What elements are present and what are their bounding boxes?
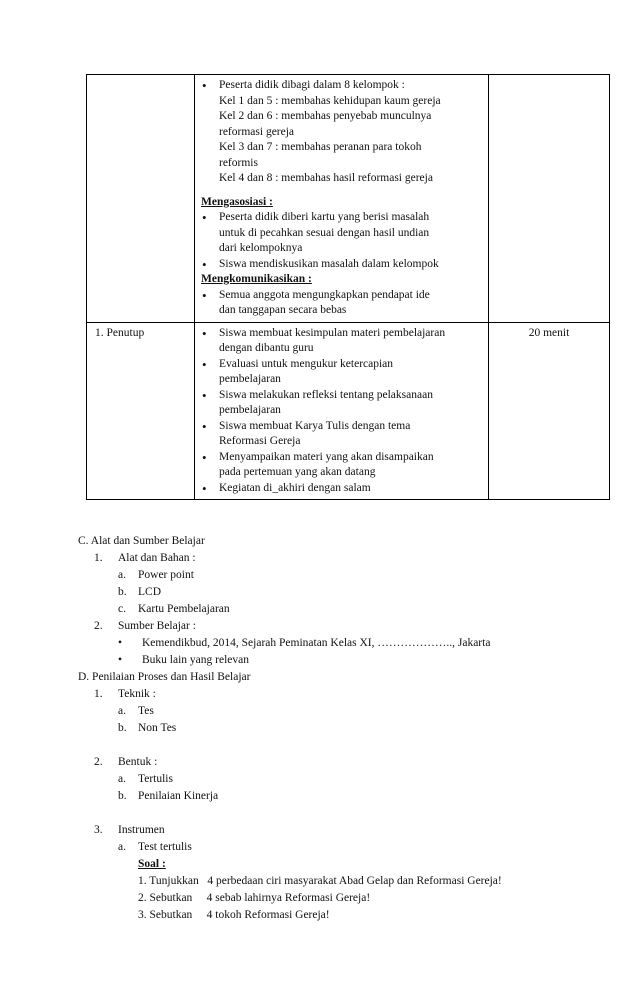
activity-cell (195, 75, 489, 323)
list-item: • Kemendikbud, 2014, Sejarah Peminatan Kelas XI, ……………….., Jakarta (118, 637, 491, 649)
stage-cell-empty (87, 75, 195, 323)
stage-label: 1. Penutup (95, 326, 145, 339)
group-list (201, 78, 482, 187)
section-c (78, 534, 608, 670)
lesson-activity-table (86, 74, 610, 500)
list-item: 3. Instrumen (94, 824, 165, 836)
question-item: 2. Sebutkan 4 sebab lahirnya Reformasi Gereja! (138, 892, 371, 904)
list-item: • Buku lain yang relevan (118, 654, 249, 666)
table-row (87, 322, 610, 500)
list-item: • Siswa membuat Karya Tulis dengan tema Reformasi Gereja (201, 419, 482, 450)
list-item: 2. Sumber Belajar : (94, 620, 196, 632)
table-row (87, 75, 610, 323)
closing-list (201, 326, 482, 497)
time-cell (489, 322, 610, 500)
list-item: • Semua anggota mengungkapkan pendapat ide dan tanggapan secara bebas (201, 288, 482, 319)
mengkomunikasikan-list (201, 288, 482, 319)
list-item: b. Penilaian Kinerja (118, 790, 219, 802)
activity-cell (195, 322, 489, 500)
mengkomunikasikan-heading: Mengkomunikasikan : (201, 273, 312, 285)
soal-label: Soal : (138, 858, 166, 870)
list-item: a. Tertulis (118, 773, 173, 785)
list-item: • Siswa mendiskusikan masalah dalam kelompok (201, 257, 482, 273)
list-item: • Peserta didik diberi kartu yang berisi masalah untuk di pecahkan sesuai dengan hasil undian dari kelompoknya (201, 210, 482, 257)
section-d (78, 670, 608, 925)
time-cell-empty (489, 75, 610, 323)
list-item: • Siswa melakukan refleksi tentang pelaksanaan pembelajaran (201, 388, 482, 419)
list-item: 2. Bentuk : (94, 756, 158, 768)
list-item: • Peserta didik dibagi dalam 8 kelompok : Kel 1 dan 5 : membahas kehidupan kaum gereja Kel 2 dan 6 : membahas penyebab munculnya reformasi gereja Kel 3 dan 7 : membahas peranan para tokoh reformis Kel 4 dan 8 : membahas hasil reformasi gereja (201, 78, 482, 187)
list-item: a. Tes (118, 705, 154, 717)
list-item: b. Non Tes (118, 722, 177, 734)
duration-text: 20 menit (528, 326, 570, 339)
list-item: • Siswa membuat kesimpulan materi pembelajaran dengan dibantu guru (201, 326, 482, 357)
list-item: • Evaluasi untuk mengukur ketercapian pembelajaran (201, 357, 482, 388)
list-item: c. Kartu Pembelajaran (118, 603, 230, 615)
question-item: 3. Sebutkan 4 tokoh Reformasi Gereja! (138, 909, 330, 921)
list-item: 1. Teknik : (94, 688, 156, 700)
mengasosiasi-heading: Mengasosiasi : (201, 195, 273, 208)
stage-cell (87, 322, 195, 500)
section-title: D. Penilaian Proses dan Hasil Belajar (78, 671, 251, 683)
list-item: 1. Alat dan Bahan : (94, 552, 196, 564)
list-item: • Menyampaikan materi yang akan disampaikan pada pertemuan yang akan datang (201, 450, 482, 481)
list-item: a. Power point (118, 569, 194, 581)
list-item: a. Test tertulis (118, 841, 192, 853)
question-item: 1. Tunjukkan 4 perbedaan ciri masyarakat Abad Gelap dan Reformasi Gereja! (138, 875, 502, 887)
mengasosiasi-list (201, 210, 482, 272)
list-item: b. LCD (118, 586, 161, 598)
list-item: • Kegiatan di_akhiri dengan salam (201, 481, 482, 497)
section-title: C. Alat dan Sumber Belajar (78, 535, 205, 547)
